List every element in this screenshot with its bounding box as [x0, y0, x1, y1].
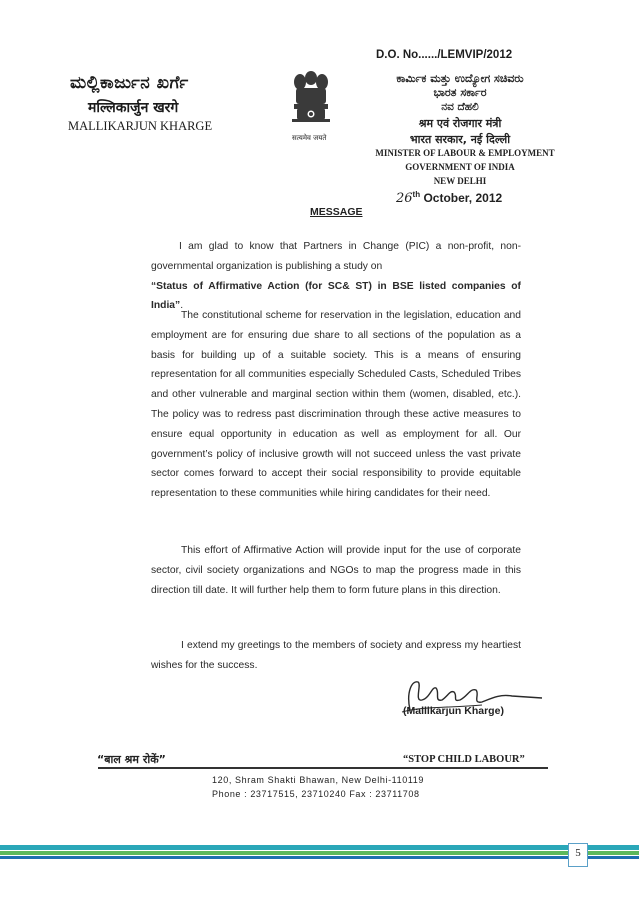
p1-end: . — [180, 300, 184, 312]
footer-divider — [98, 767, 548, 769]
page-bar-teal — [0, 845, 639, 850]
slogan-english: “STOP CHILD LABOUR” — [403, 754, 525, 765]
ministry-english-line-3: NEW DELHI — [433, 176, 487, 186]
ministry-kannada-line-1: ಕಾರ್ಮಿಕ ಮತ್ತು ಉದ್ಯೋಗ ಸಚಿವರು — [396, 72, 524, 85]
message-paragraph-1 — [151, 237, 521, 316]
letter-date — [396, 190, 502, 206]
ministry-hindi-line-2: भारत सरकार, नई दिल्ली — [409, 133, 511, 146]
minister-name-hindi: मल्लिकार्जुन खरगे — [88, 100, 179, 116]
date-day: 26 — [396, 191, 413, 206]
office-address: 120, Shram Shakti Bhawan, New Delhi-110119 — [212, 775, 424, 785]
office-phone-fax: Phone : 23717515, 23710240 Fax : 23711708 — [212, 789, 420, 799]
ministry-kannada-line-3: ನವ ದೆಹಲಿ — [441, 101, 479, 113]
ministry-kannada-line-2: ಭಾರತ ಸರ್ಕಾರ — [433, 86, 487, 99]
page-bar-green — [0, 851, 639, 855]
message-paragraph-4: I extend my greetings to the members of society and express my heartiest wishes for the success. — [151, 640, 521, 671]
date-suffix: th — [412, 190, 421, 199]
national-emblem-icon — [288, 68, 334, 132]
minister-name-english: MALLIKARJUN KHARGE — [68, 119, 213, 133]
page-number: 5 — [575, 847, 581, 859]
ministry-english-line-2: GOVERNMENT OF INDIA — [405, 162, 515, 172]
message-heading: MESSAGE — [310, 206, 363, 218]
slogan-hindi: “बाल श्रम रोकें” — [97, 753, 166, 766]
ministry-hindi-line-1: श्रम एवं रोजगार मंत्री — [418, 117, 502, 130]
ministry-english-line-1: MINISTER OF LABOUR & EMPLOYMENT — [375, 148, 555, 158]
signatory-name: (Mallikarjun Kharge) — [403, 705, 504, 717]
date-month-year: October, 2012 — [423, 191, 503, 205]
emblem-motto: सत्यमेव जयते — [292, 134, 327, 142]
page-bar-blue — [0, 856, 639, 859]
p1-intro: I am glad to know that Partners in Change (PIC) a non-profit, non-governmental organization is publishing a study on — [151, 241, 521, 272]
message-paragraph-2: The constitutional scheme for reservation in the legislation, education and employment are for ensuring due share to all sections of the population as a basis for building up of a suitable society. This is a means of ensuring representation for all communities especially Scheduled Casts, Scheduled Tribes and other vulnerable and marginal section within them (women, disabled, etc.). The policy was to redress past discrimination through these active measures to ensure equal opportunity in education as well as employment for all. Our government’s policy of inclusive growth will not succeed unless the vast private sector comes forward to accept their social responsibility to provide equitable representation to these communities while hiring candidates for their need. — [151, 310, 521, 500]
message-paragraph-3: This effort of Affirmative Action will provide input for the use of corporate sector, civil society organizations and NGOs to map the progress made in this direction till date. It will further help them to form future plans in this direction. — [151, 545, 521, 596]
p1-study-title: “Status of Affirmative Action (for SC& ST) in BSE listed companies of India” — [151, 280, 521, 312]
minister-name-kannada: ಮಲ್ಲಿಕಾರ್ಜುನ ಖರ್ಗೆ — [70, 73, 189, 93]
do-number: D.O. No....../LEMVIP/2012 — [376, 49, 513, 61]
